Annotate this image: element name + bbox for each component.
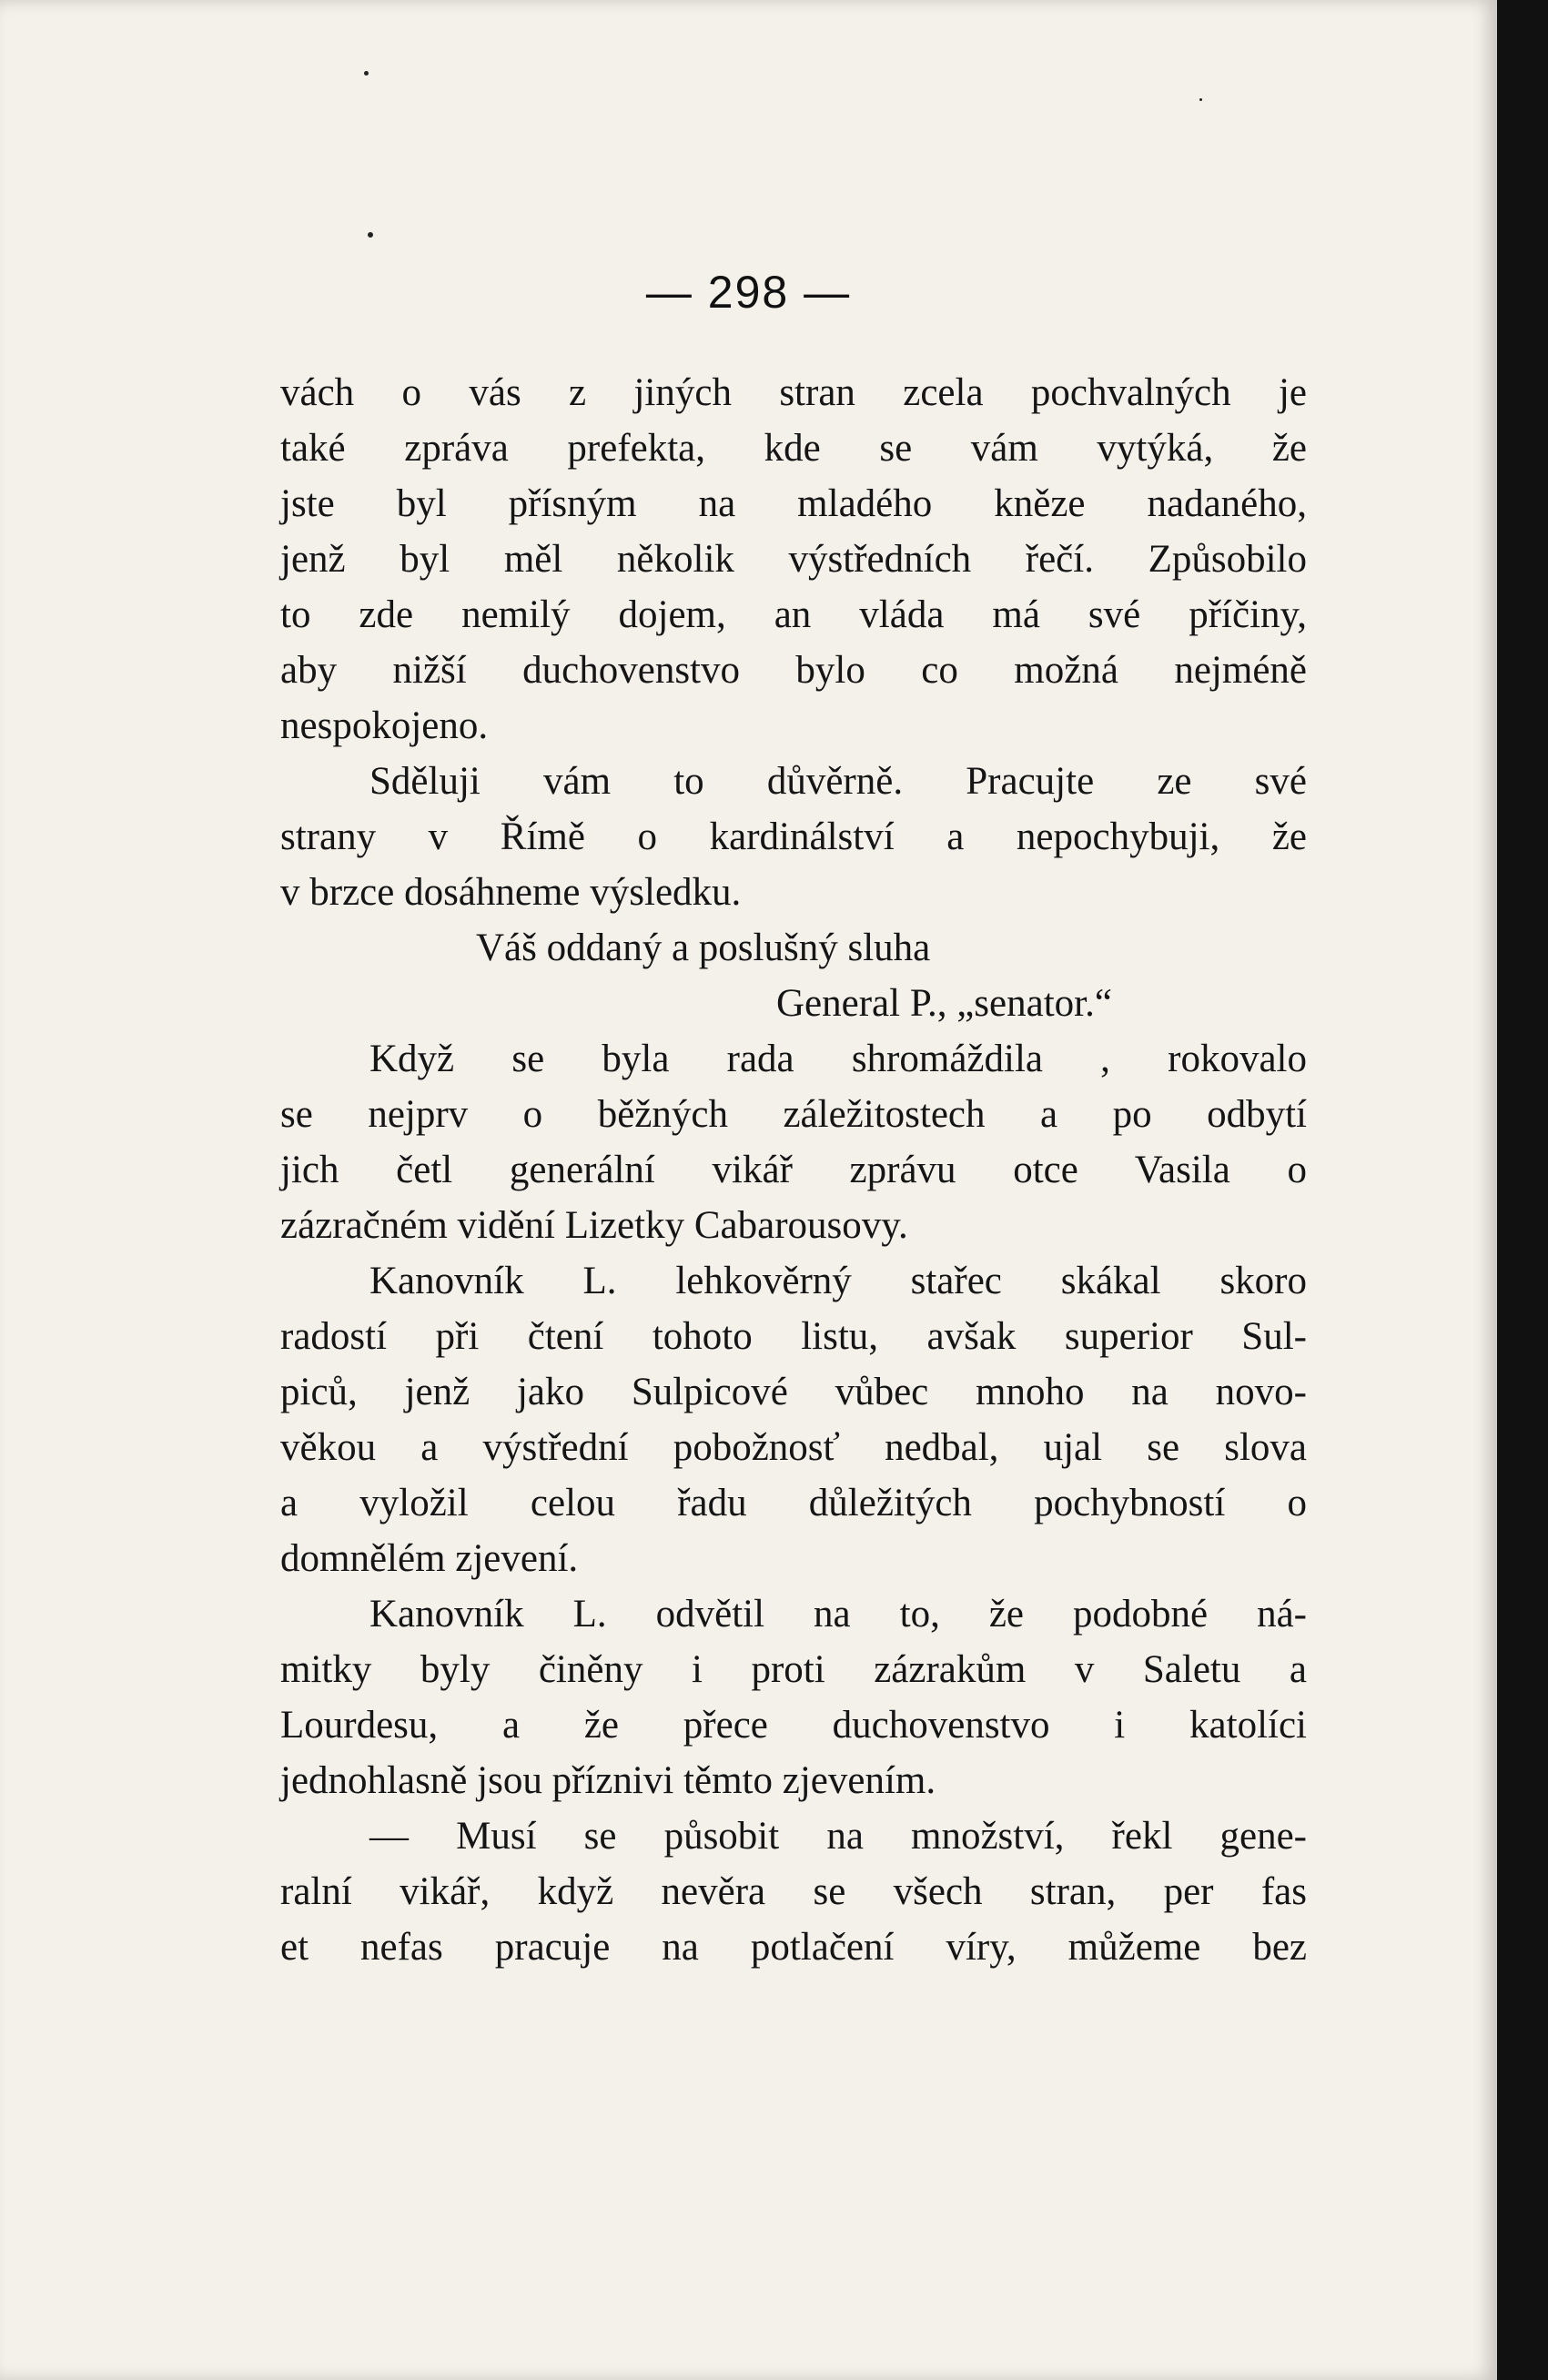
text-line: zázračném vidění Lizetky Cabarousovy.: [280, 1204, 908, 1247]
page-number: — 298 —: [645, 267, 852, 318]
text-line: domnělém zjevení.: [280, 1537, 579, 1580]
text-line: se nejprv o běžných záležitostech a po odbytí: [280, 1093, 1307, 1136]
text-line: radostí při čtení tohoto listu, avšak superior Sul-: [280, 1315, 1307, 1358]
text-line: Kanovník L. lehkověrný stařec skákal skoro: [369, 1260, 1307, 1302]
paper-speck: [364, 71, 369, 76]
text-line: ralní vikář, když nevěra se všech stran, per fas: [280, 1870, 1307, 1913]
text-line: věkou a výstřední pobožnosť nedbal, ujal se slova: [280, 1426, 1307, 1469]
text-line: v brzce dosáhneme výsledku.: [280, 871, 742, 914]
text-line: Kanovník L. odvětil na to, že podobné ná-: [369, 1593, 1307, 1636]
text-line: Sděluji vám to důvěrně. Pracujte ze své: [369, 760, 1307, 803]
text-line: Když se byla rada shromáždila , rokovalo: [369, 1038, 1307, 1080]
text-line: také zpráva prefekta, kde se vám vytýká, že: [280, 427, 1307, 470]
text-line: vách o vás z jiných stran zcela pochvalných je: [280, 371, 1307, 414]
text-line: jste byl přísným na mladého kněze nadaného,: [280, 482, 1307, 525]
text-line: mitky byly činěny i proti zázrakům v Saletu a: [280, 1648, 1307, 1691]
letter-signature: General P., „senator.“: [776, 982, 1112, 1025]
text-line: — Musí se působit na množství, řekl gene-: [369, 1815, 1307, 1858]
text-line: to zde nemilý dojem, an vláda má své příčiny,: [280, 593, 1307, 636]
text-line: nespokojeno.: [280, 704, 489, 747]
text-line: strany v Římě o kardinálství a nepochybuji, že: [280, 815, 1307, 858]
paper-speck: [368, 232, 373, 238]
text-line: a vyložil celou řadu důležitých pochybností o: [280, 1482, 1307, 1524]
paper-speck: [1199, 98, 1202, 101]
text-line: aby nižší duchovenstvo bylo co možná nejméně: [280, 649, 1307, 692]
text-line: jenž byl měl několik výstředních řečí. Způsobilo: [280, 538, 1307, 581]
text-line: jich četl generální vikář zprávu otce Vasila o: [280, 1149, 1307, 1191]
text-line: jednohlasně jsou příznivi těmto zjevením.: [280, 1759, 936, 1802]
letter-closing: Váš oddaný a poslušný sluha: [476, 927, 931, 969]
text-line: et nefas pracuje na potlačení víry, můžeme bez: [280, 1926, 1307, 1969]
text-line: piců, jenž jako Sulpicové vůbec mnoho na novo-: [280, 1371, 1307, 1413]
scan-dark-edge: [1497, 0, 1548, 2380]
text-line: Lourdesu, a že přece duchovenstvo i katolíci: [280, 1704, 1307, 1747]
